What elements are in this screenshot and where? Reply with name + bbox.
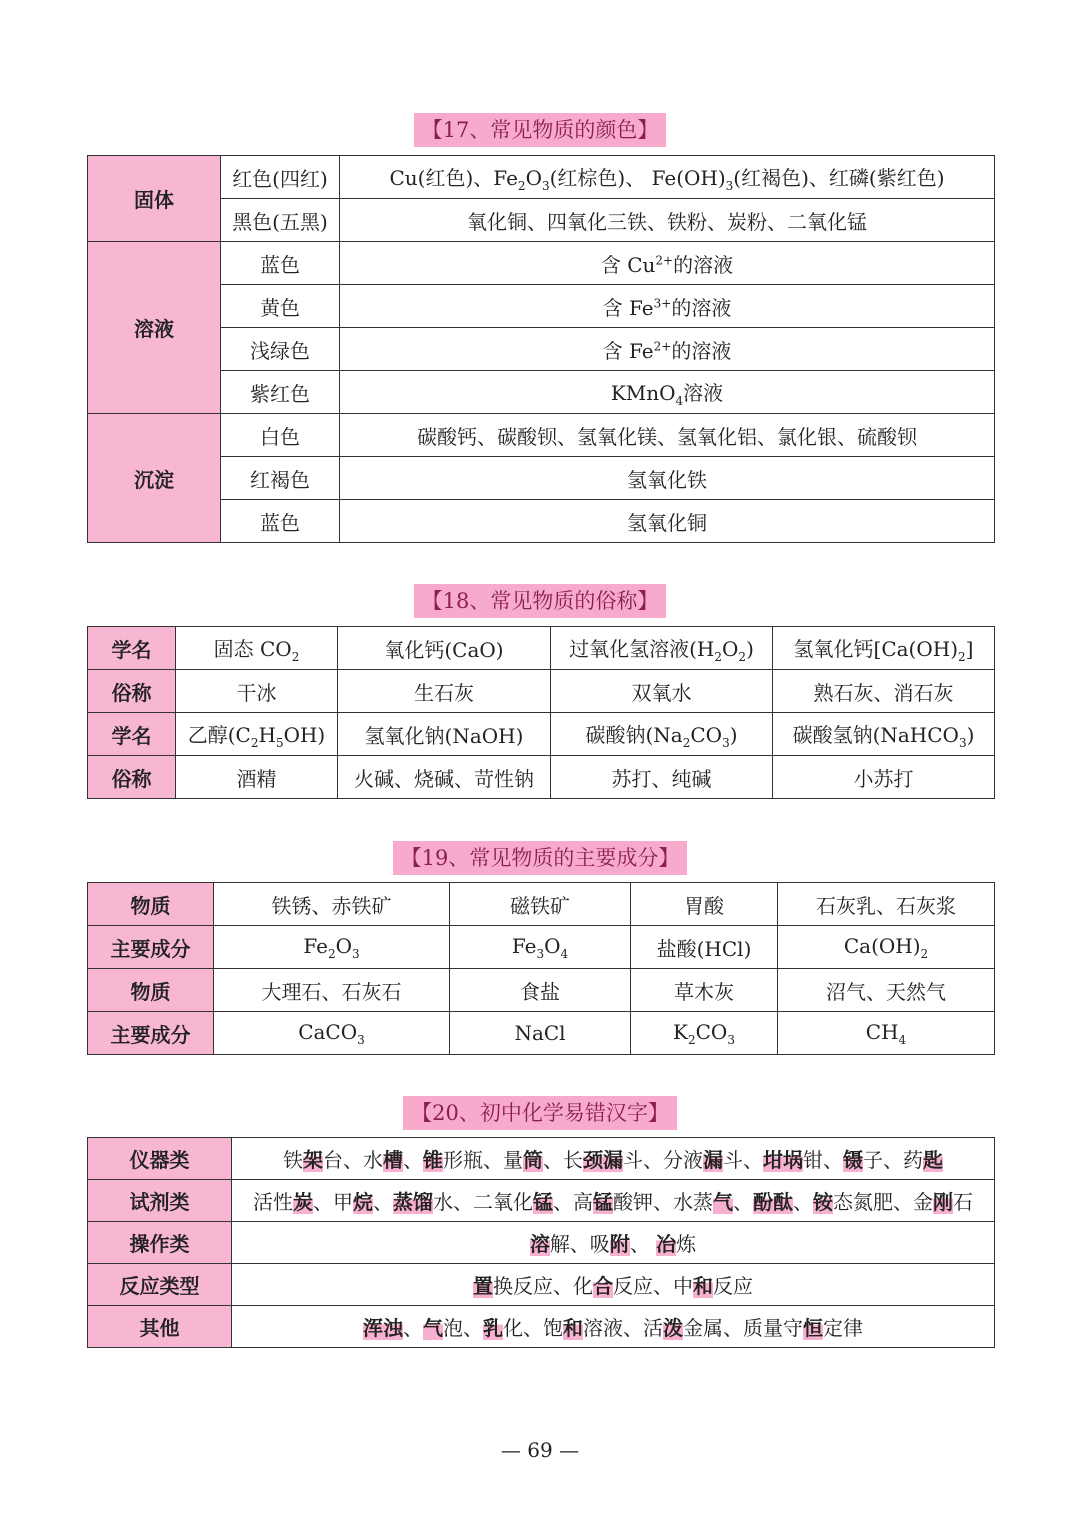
row-label: 黄色 [221, 285, 340, 328]
header-main-component: 主要成分 [88, 926, 214, 969]
cell: 氢氧化钠(NaOH) [338, 713, 551, 756]
cell: 碳酸钠$(Na_2CO_3)$ [551, 713, 773, 756]
cell: 铁锈、赤铁矿 [214, 883, 450, 926]
cell: $Fe_2O_3$ [214, 926, 450, 969]
cell: 胃酸 [631, 883, 778, 926]
cell: 生石灰 [338, 670, 551, 713]
cell: 固态 $CO_2$ [176, 627, 338, 670]
cell: $K_2CO_3$ [631, 1012, 778, 1055]
row-value: 氢氧化铁 [340, 457, 995, 500]
cell: 食盐 [450, 969, 631, 1012]
cell: 溶解、吸附、 冶炼 [232, 1222, 995, 1264]
cell: 浑浊、气泡、乳化、饱和溶液、活泼金属、质量守恒定律 [232, 1306, 995, 1348]
cell: NaCl [450, 1012, 631, 1055]
cell: 氧化钙(CaO) [338, 627, 551, 670]
cell: 火碱、烧碱、苛性钠 [338, 756, 551, 799]
header-reaction-types: 反应类型 [88, 1264, 232, 1306]
main-component-table [87, 882, 995, 1055]
row-label: 红褐色 [221, 457, 340, 500]
cat-solid: 固体 [88, 156, 221, 242]
cell: 苏打、纯碱 [551, 756, 773, 799]
row-label: 蓝色 [221, 500, 340, 543]
page-number: — 69 — [500, 1438, 580, 1462]
header-substance: 物质 [88, 883, 214, 926]
header-main-component: 主要成分 [88, 1012, 214, 1055]
row-label: 红色(四红) [221, 156, 340, 199]
row-value: Cu(红色)、$Fe_2O_3$(红棕色)、 $Fe(OH)_3$(红褐色)、红磷(紫红色) [340, 156, 995, 199]
cell: 置换反应、化合反应、中和反应 [232, 1264, 995, 1306]
cell: 盐酸(HCl) [631, 926, 778, 969]
row-label: 黑色(五黑) [221, 199, 340, 242]
cat-solution: 溶液 [88, 242, 221, 414]
header-common-name: 俗称 [88, 756, 176, 799]
cell: $Fe_3O_4$ [450, 926, 631, 969]
cell: $CH_4$ [778, 1012, 995, 1055]
header-operations: 操作类 [88, 1222, 232, 1264]
cell: 酒精 [176, 756, 338, 799]
common-name-table [87, 626, 995, 799]
error-prone-chars-table [87, 1137, 995, 1348]
color-table [87, 155, 995, 543]
row-label: 蓝色 [221, 242, 340, 285]
table19-title: 【19、常见物质的主要成分】 [0, 841, 1080, 877]
cell: 铁架台、水槽、锥形瓶、量筒、长颈漏斗、分液漏斗、坩埚钳、镊子、药匙 [232, 1138, 995, 1180]
table17-title: 【17、常见物质的颜色】 [0, 113, 1080, 149]
row-label: 紫红色 [221, 371, 340, 414]
row-value: 氧化铜、四氧化三铁、铁粉、炭粉、二氧化锰 [340, 199, 995, 242]
table20-title: 【20、初中化学易错汉字】 [0, 1096, 1080, 1132]
row-label: 浅绿色 [221, 328, 340, 371]
row-value: 氢氧化铜 [340, 500, 995, 543]
cell: $Ca(OH)_2$ [778, 926, 995, 969]
row-value: 含 $Fe^{3+}$的溶液 [340, 285, 995, 328]
cell: CaCO$_3$ [214, 1012, 450, 1055]
header-common-name: 俗称 [88, 670, 176, 713]
cell: 活性炭、甲烷、蒸馏水、二氧化锰、高锰酸钾、水蒸气、酚酞、铵态氮肥、金刚石 [232, 1180, 995, 1222]
header-reagents: 试剂类 [88, 1180, 232, 1222]
header-instruments: 仪器类 [88, 1138, 232, 1180]
row-value: 含 $Cu^{2+}$的溶液 [340, 242, 995, 285]
cell: 熟石灰、消石灰 [773, 670, 995, 713]
cell: 大理石、石灰石 [214, 969, 450, 1012]
cat-precipitate: 沉淀 [88, 414, 221, 543]
header-sci-name: 学名 [88, 627, 176, 670]
cell: 石灰乳、石灰浆 [778, 883, 995, 926]
cell: 碳酸氢钠(NaHCO$_3$) [773, 713, 995, 756]
cell: 草木灰 [631, 969, 778, 1012]
header-sci-name: 学名 [88, 713, 176, 756]
cell: 沼气、天然气 [778, 969, 995, 1012]
cell: 过氧化氢溶液$(H_2O_2)$ [551, 627, 773, 670]
header-others: 其他 [88, 1306, 232, 1348]
row-value: KMnO$_4$溶液 [340, 371, 995, 414]
row-value: 含 $Fe^{2+}$的溶液 [340, 328, 995, 371]
cell: 氢氧化钙$[Ca(OH)_2]$ [773, 627, 995, 670]
cell: 干冰 [176, 670, 338, 713]
cell: 乙醇$(C_2H_5OH)$ [176, 713, 338, 756]
table18-title: 【18、常见物质的俗称】 [0, 584, 1080, 620]
cell: 双氧水 [551, 670, 773, 713]
cell: 小苏打 [773, 756, 995, 799]
row-label: 白色 [221, 414, 340, 457]
header-substance: 物质 [88, 969, 214, 1012]
row-value: 碳酸钙、碳酸钡、氢氧化镁、氢氧化铝、氯化银、硫酸钡 [340, 414, 995, 457]
cell: 磁铁矿 [450, 883, 631, 926]
